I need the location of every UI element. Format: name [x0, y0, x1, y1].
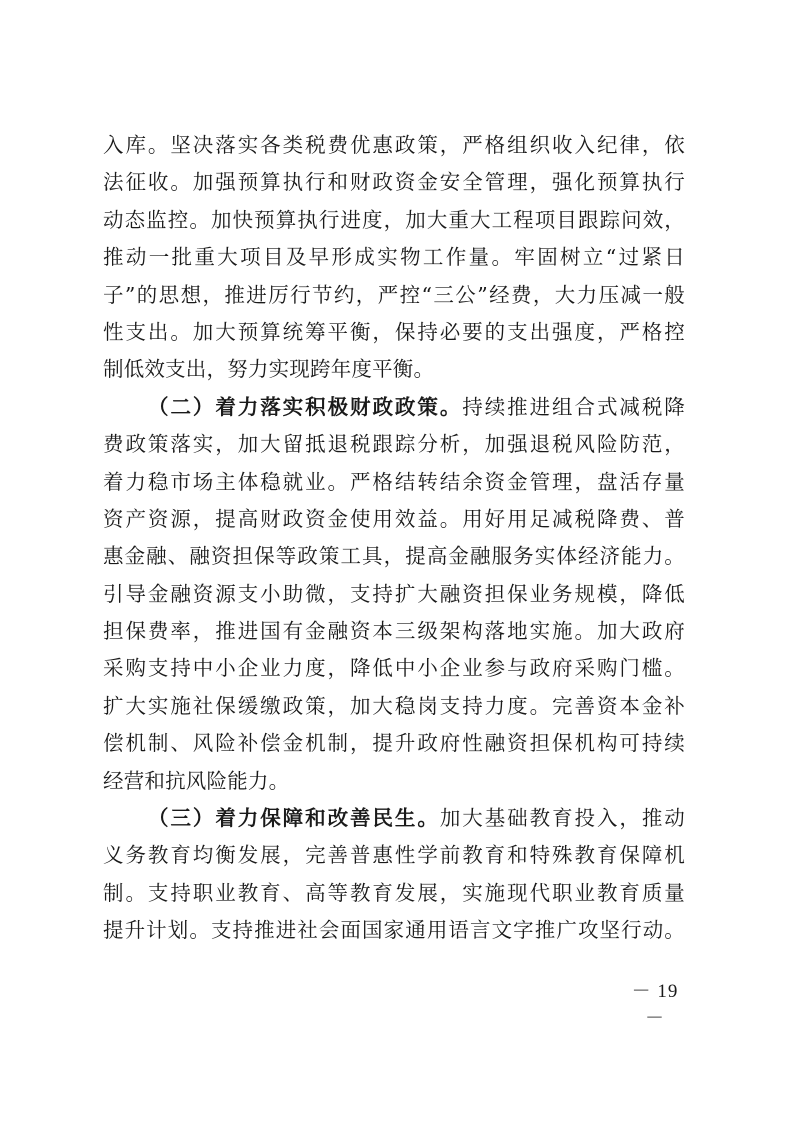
- text-line: 动态监控。加快预算执行进度，加大重大工程项目跟踪问效，: [103, 207, 685, 232]
- body-text: [103, 127, 685, 950]
- text-line: 法征收。加强预算执行和财政资金安全管理，强化预算执行: [103, 170, 685, 195]
- text-span: 持续推进组合式减税降: [462, 394, 685, 419]
- text-line: 制低效支出，努力实现跨年度平衡。: [103, 357, 435, 382]
- text-line: 子”的思想，推进厉行节约，严控“三公”经费，大力压减一般: [103, 282, 685, 307]
- text-line: 义务教育均衡发展，完善普惠性学前教育和特殊教育保障机: [103, 843, 685, 868]
- text-line: 着力稳市场主体稳就业。严格结转结余资金管理，盘活存量: [103, 469, 685, 494]
- text-span: 加大基础教育投入，推动: [439, 806, 686, 831]
- section-heading: （二）着力落实积极财政政策。: [148, 394, 463, 419]
- page-number: － 19 －: [631, 981, 679, 1029]
- text-line: 担保费率，推进国有金融资本三级架构落地实施。加大政府: [103, 619, 685, 644]
- text-line: 偿机制、风险补偿金机制，提升政府性融资担保机构可持续: [103, 731, 685, 756]
- text-line: 引导金融资源支小助微，支持扩大融资担保业务规模，降低: [103, 581, 685, 606]
- section-heading-line: [103, 389, 685, 426]
- text-line: 费政策落实，加大留抵退税跟踪分析，加强退税风险防范，: [103, 432, 685, 457]
- section-heading: （三）着力保障和改善民生。: [148, 806, 440, 831]
- text-line: 入库。坚决落实各类税费优惠政策，严格组织收入纪律，依: [103, 133, 685, 157]
- text-line: 制。支持职业教育、高等教育发展，实施现代职业教育质量: [103, 880, 685, 905]
- text-line: 性支出。加大预算统筹平衡，保持必要的支出强度，严格控: [103, 319, 685, 344]
- text-line: 提升计划。支持推进社会面国家通用语言文字推广攻坚行动。: [103, 918, 685, 943]
- text-line: 扩大实施社保缓缴政策，加大稳岗支持力度。完善资本金补: [103, 693, 685, 718]
- text-line: 经营和抗风险能力。: [103, 768, 290, 793]
- text-line: 采购支持中小企业力度，降低中小企业参与政府采购门槛。: [103, 656, 685, 681]
- text-line: 惠金融、融资担保等政策工具，提高金融服务实体经济能力。: [103, 544, 685, 569]
- text-line: 资产资源，提高财政资金使用效益。用好用足减税降费、普: [103, 506, 685, 531]
- text-line: 推动一批重大项目及早形成实物工作量。牢固树立“过紧日: [103, 245, 685, 270]
- section-heading-line: [103, 800, 685, 837]
